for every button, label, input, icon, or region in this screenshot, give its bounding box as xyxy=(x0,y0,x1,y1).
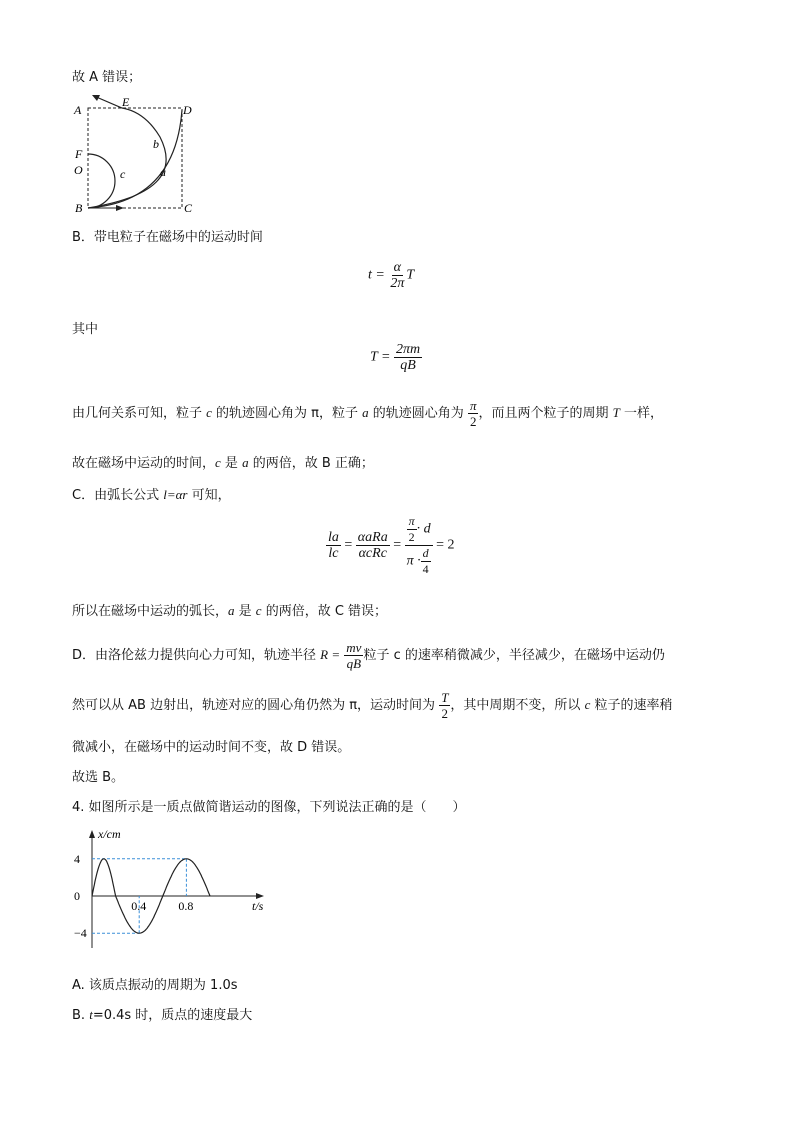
text-line: B．带电粒子在磁场中的运动时间 xyxy=(72,230,263,245)
y-tick-label: 4 xyxy=(74,851,80,866)
text-line: 其中 xyxy=(72,322,99,337)
label-E: E xyxy=(122,95,130,109)
x-axis-label: t/s xyxy=(252,899,264,913)
text-line: 然可以从 AB 边射出，轨迹对应的圆心角仍然为 π，运动时间为 $\frac{T}{2}$ ，其中周期不变，所以 c 粒子的速率稍 xyxy=(72,690,673,721)
x-tick-label: 0.8 xyxy=(178,899,194,913)
option-b: B. t=0.4s 时，质点的速度最大 xyxy=(72,1007,253,1023)
text-line: D．由洛伦兹力提供向心力可知，轨迹半径 R = $\frac{mv}{qB}$ 粒子 c 的速率稍微减少，半径减少，在磁场中运动仍 xyxy=(72,640,665,671)
label-D: D xyxy=(183,103,192,117)
y-tick-label: 0 xyxy=(74,889,80,903)
text-line: 故 A 错误； xyxy=(72,70,142,85)
text-line: 微减小，在磁场中的运动时间不变，故 D 错误。 xyxy=(72,740,351,755)
y-tick-label: −4 xyxy=(74,926,87,941)
y-axis-label: x/cm xyxy=(98,827,121,841)
label-c: c xyxy=(120,167,126,181)
label-A: A xyxy=(74,103,82,117)
label-O: O xyxy=(74,163,83,177)
text-line: 所以在磁场中运动的弧长，a 是 c 的两倍，故 C 错误； xyxy=(72,603,388,619)
label-b: b xyxy=(153,137,159,151)
label-F: F xyxy=(75,147,83,161)
label-C: C xyxy=(184,201,193,215)
text-line: 故在磁场中运动的时间，c 是 a 的两倍，故 B 正确； xyxy=(72,455,374,471)
label-a: a xyxy=(160,165,166,179)
equation-T: T = $\frac{2\pi m}{qB}$ xyxy=(370,342,421,373)
text-line: C．由弧长公式 l=αr 可知， xyxy=(72,487,231,503)
y-axis-arrow xyxy=(89,830,95,838)
label-B: B xyxy=(75,201,83,215)
equation-t: t = $\frac{\alpha}{2\pi}$ T xyxy=(368,260,415,291)
text-line: 由几何关系可知，粒子 c 的轨迹圆心角为 π，粒子 a 的轨迹圆心角为 $\frac{\pi}{2}$ ，而且两个粒子的周期 T 一样， xyxy=(72,398,663,429)
trajectory-figure xyxy=(70,92,200,217)
option-a: A. 该质点振动的周期为 1.0s xyxy=(72,978,238,993)
x-tick-label: 0.4 xyxy=(131,899,147,913)
answer-line: 故选 B。 xyxy=(72,770,125,785)
shm-chart xyxy=(70,826,280,956)
question-4: 4. 如图所示是一质点做简谐运动的图像，下列说法正确的是（ ） xyxy=(72,800,466,815)
equation-arc-length: $\frac{la}{lc}$ = $\frac{\text{αaRa}}{\text{αcRc}}$ = $\frac{\pi}{2}$ · d π · $\frac{d}{4}$ = 2 xyxy=(328,514,455,576)
